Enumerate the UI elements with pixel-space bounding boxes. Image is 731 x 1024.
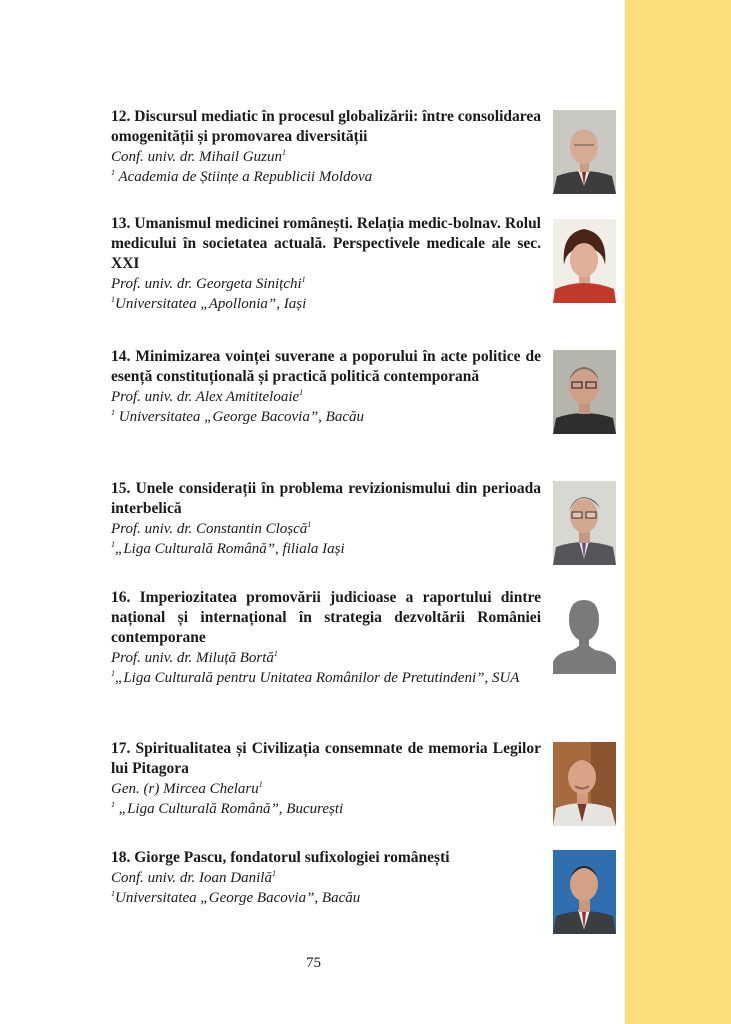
entry-affiliation: $^1$ Universitatea „George Bacovia”, Bacău: [111, 408, 364, 425]
entry-title: 14. Minimizarea voinței suverane a poporului în acte politice de esență constituțională și practică politică contemporană: [111, 348, 541, 385]
entry-author: Conf. univ. dr. Mihail Guzun$^1$: [111, 148, 286, 165]
entry-title: 18. Giorge Pascu, fondatorul sufixologiei românești: [111, 849, 450, 866]
entry-affiliation: $^1$ Academia de Științe a Republicii Moldova: [111, 168, 373, 185]
entry-title: 12. Discursul mediatic în procesul globalizării: între consolidarea omogenității și promovarea diversității: [111, 108, 541, 145]
entry-title: 16. Imperiozitatea promovării judicioase a raportului dintre național și internațional în strategia dezvoltării României contemporane: [111, 589, 541, 646]
entry-affiliation: $^1$ „Liga Culturală Română”, București: [111, 800, 344, 817]
entry-affiliation: $^1$„Liga Culturală pentru Unitatea Românilor de Pretutindeni”, SUA: [111, 669, 520, 686]
entry-author: Gen. (r) Mircea Chelaru$^1$: [111, 780, 263, 797]
entry-author: Prof. univ. dr. Constantin Cloșcă$^1$: [111, 520, 312, 537]
entry-affiliation: $^1$„Liga Culturală Română”, filiala Iași: [111, 540, 345, 557]
entry-author: Conf. univ. dr. Ioan Danilă$^1$: [111, 869, 276, 886]
entry-13: [111, 214, 541, 314]
entry-15: [111, 479, 541, 559]
entry-18: [111, 848, 541, 908]
yellow-side-band: [625, 0, 731, 1024]
author-photo-danila: [553, 850, 616, 934]
author-photo-closca: [553, 481, 616, 565]
entry-16: [111, 588, 541, 688]
entry-title: 13. Umanismul medicinei românești. Relația medic-bolnav. Rolul medicului în societatea actuală. Perspectivele medicale ale sec. XXI: [111, 215, 541, 272]
entry-affiliation: $^1$Universitatea „Apollonia”, Iași: [111, 295, 307, 312]
entry-17: [111, 739, 541, 819]
author-photo-amititeloaie: [553, 350, 616, 434]
author-photo-guzun: [553, 110, 616, 194]
entry-title: 15. Unele considerații în problema revizionismului din perioada interbelică: [111, 480, 541, 517]
entry-affiliation: $^1$Universitatea „George Bacovia”, Bacău: [111, 889, 361, 906]
entry-author: Prof. univ. dr. Alex Amititeloaie$^1$: [111, 388, 304, 405]
author-photo-chelaru: [553, 742, 616, 826]
entry-title: 17. Spiritualitatea și Civilizația consemnate de memoria Legilor lui Pitagora: [111, 740, 541, 777]
entry-12: [111, 107, 541, 187]
entry-author: Prof. univ. dr. Miluță Bortă$^1$: [111, 649, 278, 666]
author-photo-sinitchi: [553, 219, 616, 303]
entry-author: Prof. univ. dr. Georgeta Sinițchi$^1$: [111, 275, 306, 292]
entry-14: [111, 347, 541, 427]
page-number: 75: [306, 955, 321, 971]
silhouette-placeholder-icon: [553, 590, 616, 674]
